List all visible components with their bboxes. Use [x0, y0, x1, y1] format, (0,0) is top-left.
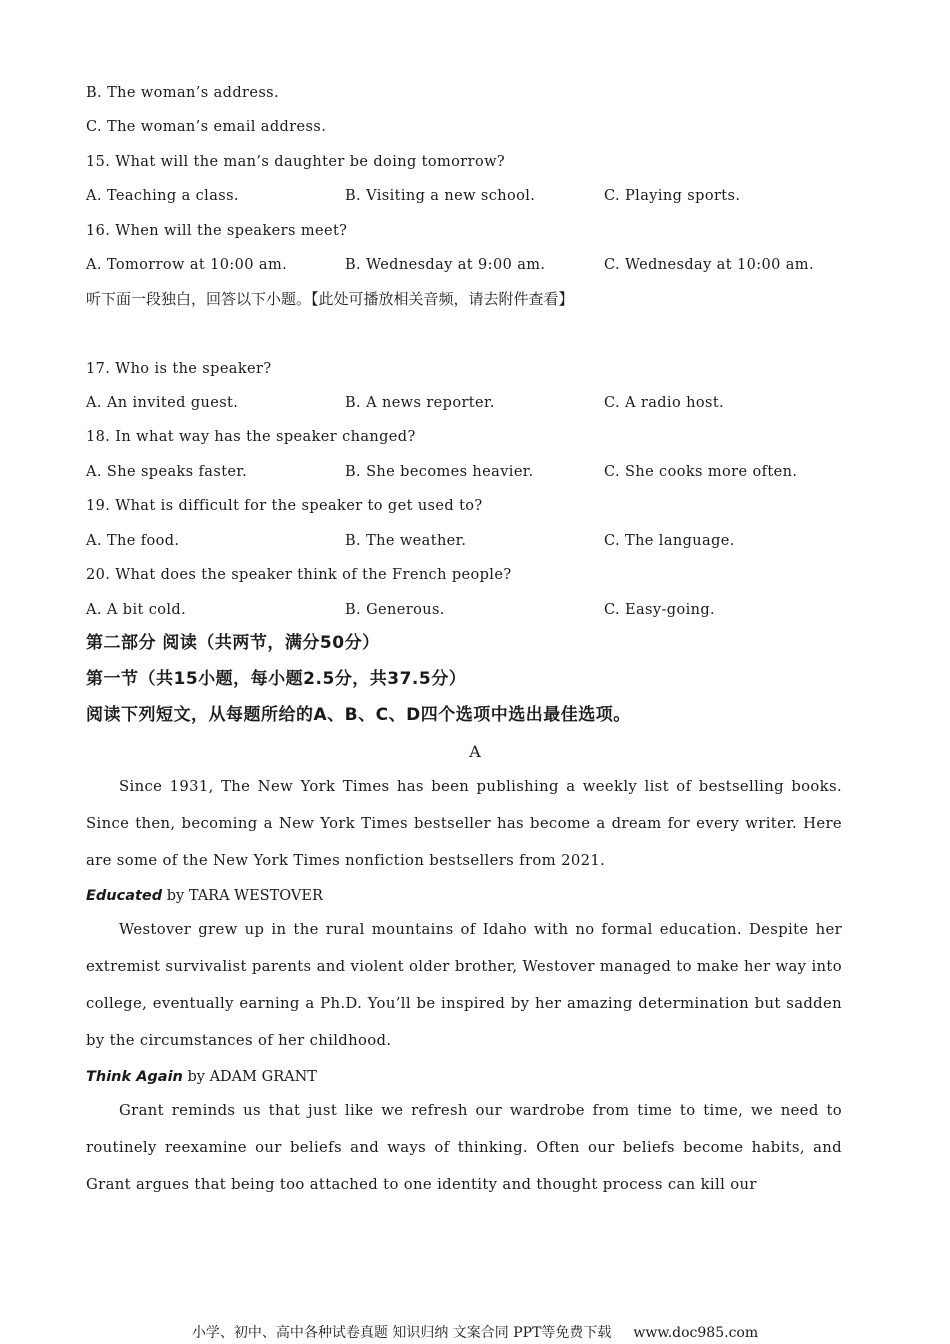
page-footer [0, 1322, 950, 1342]
question-stem: 18. In what way has the speaker changed? [86, 429, 416, 445]
question-options [0, 463, 950, 481]
q14-option-c: C. The woman’s email address. [86, 119, 327, 135]
option-b: B. Wednesday at 9:00 am. [345, 257, 546, 273]
question-stem: 15. What will the man’s daughter be doing tomorrow? [86, 154, 506, 170]
option-b: B. Visiting a new school. [345, 188, 536, 204]
footer-url[interactable]: www.doc985.com [633, 1325, 759, 1341]
option-c: C. Wednesday at 10:00 am. [604, 257, 814, 273]
q14-option-b: B. The woman’s address. [86, 85, 280, 101]
book-description: Westover grew up in the rural mountains of Idaho with no formal education. Despite her extremist survivalist parents and violent older brother, Westover managed to make her way into college, eventually earning a Ph.D. You’ll be inspired by her amazing determination but sadden by the circumstances of her childhood. [86, 921, 842, 1049]
question-options [0, 256, 950, 274]
option-a: A. She speaks faster. [86, 464, 248, 480]
option-b: B. A news reporter. [345, 395, 495, 411]
question-stem: 19. What is difficult for the speaker to get used to? [86, 498, 483, 514]
option-c: C. She cooks more often. [604, 464, 798, 480]
question-stem: 16. When will the speakers meet? [86, 223, 348, 239]
option-a: A. The food. [86, 533, 180, 549]
question-options [0, 187, 950, 205]
book-byline: by ADAM GRANT [182, 1069, 317, 1085]
book-title: Think Again [86, 1069, 183, 1085]
question-options [0, 394, 950, 412]
option-b: B. She becomes heavier. [345, 464, 534, 480]
passage-intro: Since 1931, The New York Times has been publishing a weekly list of bestselling books. Since then, becoming a New York Times bestseller has become a dream for every writer. Here are some of the New York Times nonfiction bestsellers from 2021. [86, 778, 842, 869]
passage-label: A [469, 742, 481, 761]
option-a: A. An invited guest. [86, 395, 239, 411]
section-title: 第一节（共15小题，每小题2.5分，共37.5分） [86, 669, 467, 689]
footer-text: 小学、初中、高中各种试卷真题 知识归纳 文案合同 PPT等免费下载 [191, 1325, 612, 1341]
reading-instruction: 阅读下列短文，从每题所给的A、B、C、D四个选项中选出最佳选项。 [86, 705, 631, 725]
option-a: A. Tomorrow at 10:00 am. [86, 257, 288, 273]
option-c: C. The language. [604, 533, 735, 549]
book-byline: by TARA WESTOVER [162, 888, 323, 904]
book-heading [86, 1067, 317, 1087]
book-description: Grant reminds us that just like we refresh our wardrobe from time to time, we need to routinely reexamine our beliefs and ways of thinking. Often our beliefs become habits, and Grant argues that being too attached to one identity and thought process can kill our [86, 1102, 842, 1193]
option-b: B. The weather. [345, 533, 467, 549]
book-heading [86, 886, 323, 906]
question-stem: 17. Who is the speaker? [86, 361, 272, 377]
question-stem: 20. What does the speaker think of the French people? [86, 567, 512, 583]
option-c: C. A radio host. [604, 395, 725, 411]
book-title: Educated [86, 888, 163, 904]
option-a: A. A bit cold. [86, 602, 187, 618]
question-options [0, 532, 950, 550]
option-a: A. Teaching a class. [86, 188, 239, 204]
option-c: C. Playing sports. [604, 188, 741, 204]
monologue-instruction: 听下面一段独白，回答以下小题。【此处可播放相关音频，请去附件查看】 [86, 290, 574, 308]
option-c: C. Easy-going. [604, 602, 716, 618]
question-options [0, 601, 950, 619]
option-b: B. Generous. [345, 602, 445, 618]
part-title: 第二部分 阅读（共两节，满分50分） [86, 633, 380, 653]
